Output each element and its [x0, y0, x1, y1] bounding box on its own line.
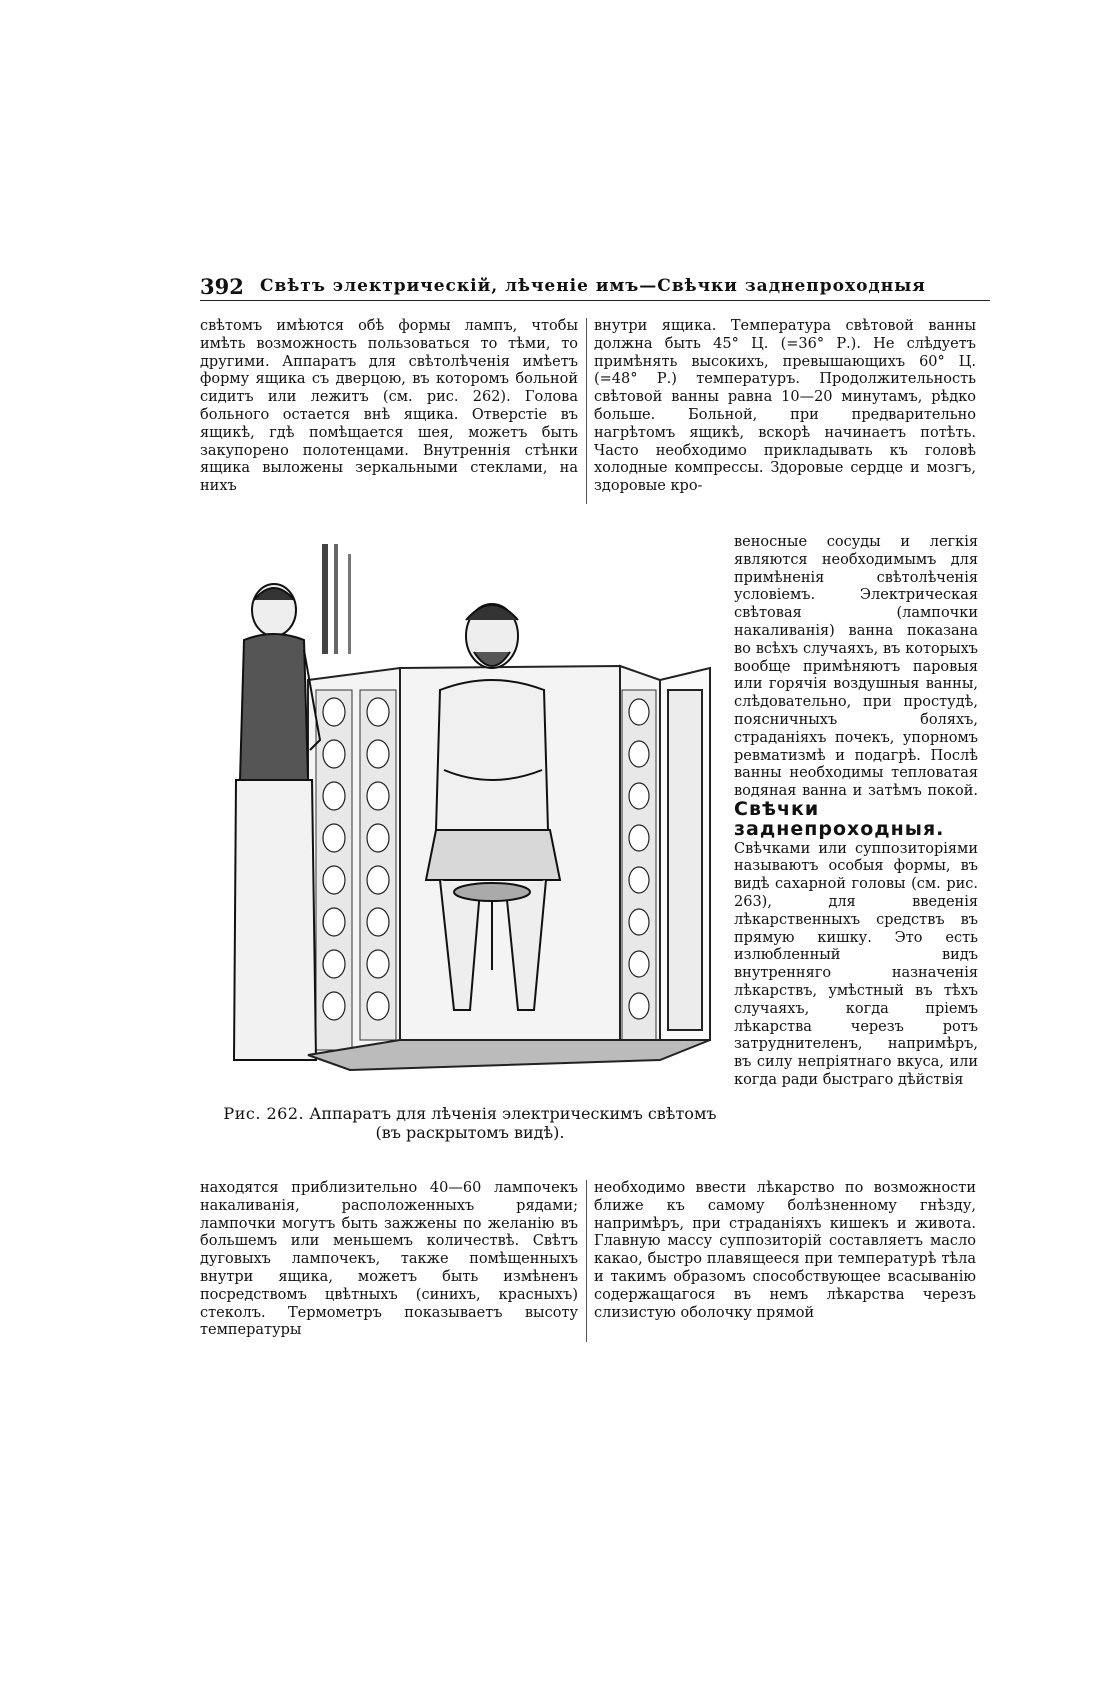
paragraph-suppositories: Свѣчками или суппозиторіями называютъ особыя формы, въ видѣ сахарной головы (см. рис. 263), для введенія лѣкарственныхъ средствъ въ прямую кишку. Это есть излюбленный видъ внутренняго назначенія лѣкарствъ, умѣстный въ тѣхъ случаяхъ, когда пріемъ лѣкарства черезъ ротъ затруднителенъ, напримѣръ, въ силу непріятнаго вкуса, или когда ради быстраго дѣйствія [734, 840, 978, 1088]
figure-caption-number: Рис. 262. [223, 1104, 305, 1123]
body-text-left-top: свѣтомъ имѣются обѣ формы лампъ, чтобы имѣть возможность пользоваться то тѣми, то другими. Аппаратъ для свѣтолѣченія имѣетъ форму ящика съ дверцою, въ которомъ больной сидитъ или лежитъ (см. рис. 262). Голова больного остается внѣ ящика. Отверстіе въ ящикѣ, гдѣ помѣщается шея, можетъ быть закупорено полотенцами. Внутреннія стѣнки ящика выложены зеркальными стеклами, на нихъ [200, 318, 578, 495]
page-number: 392 [200, 273, 244, 299]
body-text-right-bottom: необходимо ввести лѣкарство по возможности ближе къ самому болѣзненному гнѣзду, напримѣръ, при страданіяхъ кишекъ и живота. Главную массу суппозиторій составляетъ масло какао, быстро плавящееся при температурѣ тѣла и такимъ образомъ способствующее всасыванію содержащагося въ немъ лѣкарства черезъ слизистую оболочку прямой [594, 1180, 976, 1321]
figure-caption-text: Аппаратъ для лѣченія электрическимъ свѣтомъ (въ раскрытомъ видѣ). [309, 1104, 717, 1142]
figure-light-therapy-cabinet [230, 540, 726, 1080]
page-header [200, 272, 990, 301]
running-title: Свѣтъ электрическій, лѣченіе имъ—Свѣчки заднепроходныя [260, 276, 926, 296]
body-text-right-top: внутри ящика. Температура свѣтовой ванны должна быть 45° Ц. (=36° Р.). Не слѣдуетъ примѣнять высокихъ, превышающихъ 60° Ц. (=48° Р.) температуръ. Продолжительность свѣтовой ванны равна 10—20 минутамъ, рѣдко больше. Больной, при предварительно нагрѣтомъ ящикѣ, вскорѣ начинаетъ потѣть. Часто необходимо прикладывать къ головѣ холодные компрессы. Здоровые сердце и мозгъ, здоровые кро- [594, 318, 976, 495]
figure-caption [210, 1104, 730, 1142]
section-heading-suppositories: Свѣчки заднепроходныя. [734, 797, 945, 840]
paragraph-light-bath-indications: веносные сосуды и легкія являются необходимымъ для примѣненія свѣтолѣченія условіемъ. Электрическая свѣтовая (лампочки накаливанія) ванна показана во всѣхъ случаяхъ, въ которыхъ вообще примѣняютъ паровыя или горячія воздушныя ванны, слѣдовательно, при простудѣ, поясничныхъ боляхъ, страданіяхъ почекъ, упорномъ ревматизмѣ и подагрѣ. Послѣ ванны необходимы тепловатая водяная ванна и затѣмъ покой. [734, 534, 978, 800]
column-divider-top [586, 318, 587, 504]
engraving-illustration [230, 540, 726, 1080]
column-divider-bottom [586, 1180, 587, 1342]
body-text-right-wrap [734, 534, 978, 1090]
body-text-left-bottom: находятся приблизительно 40—60 лампочекъ накаливанія, расположенныхъ рядами; лампочки могутъ быть зажжены по желанію въ большемъ или меньшемъ количествѣ. Свѣтъ дуговыхъ лампочекъ, также помѣщенныхъ внутри ящика, можетъ быть измѣненъ посредствомъ цвѣтныхъ (синихъ, красныхъ) стеколъ. Термометръ показываетъ высоту температуры [200, 1180, 578, 1339]
